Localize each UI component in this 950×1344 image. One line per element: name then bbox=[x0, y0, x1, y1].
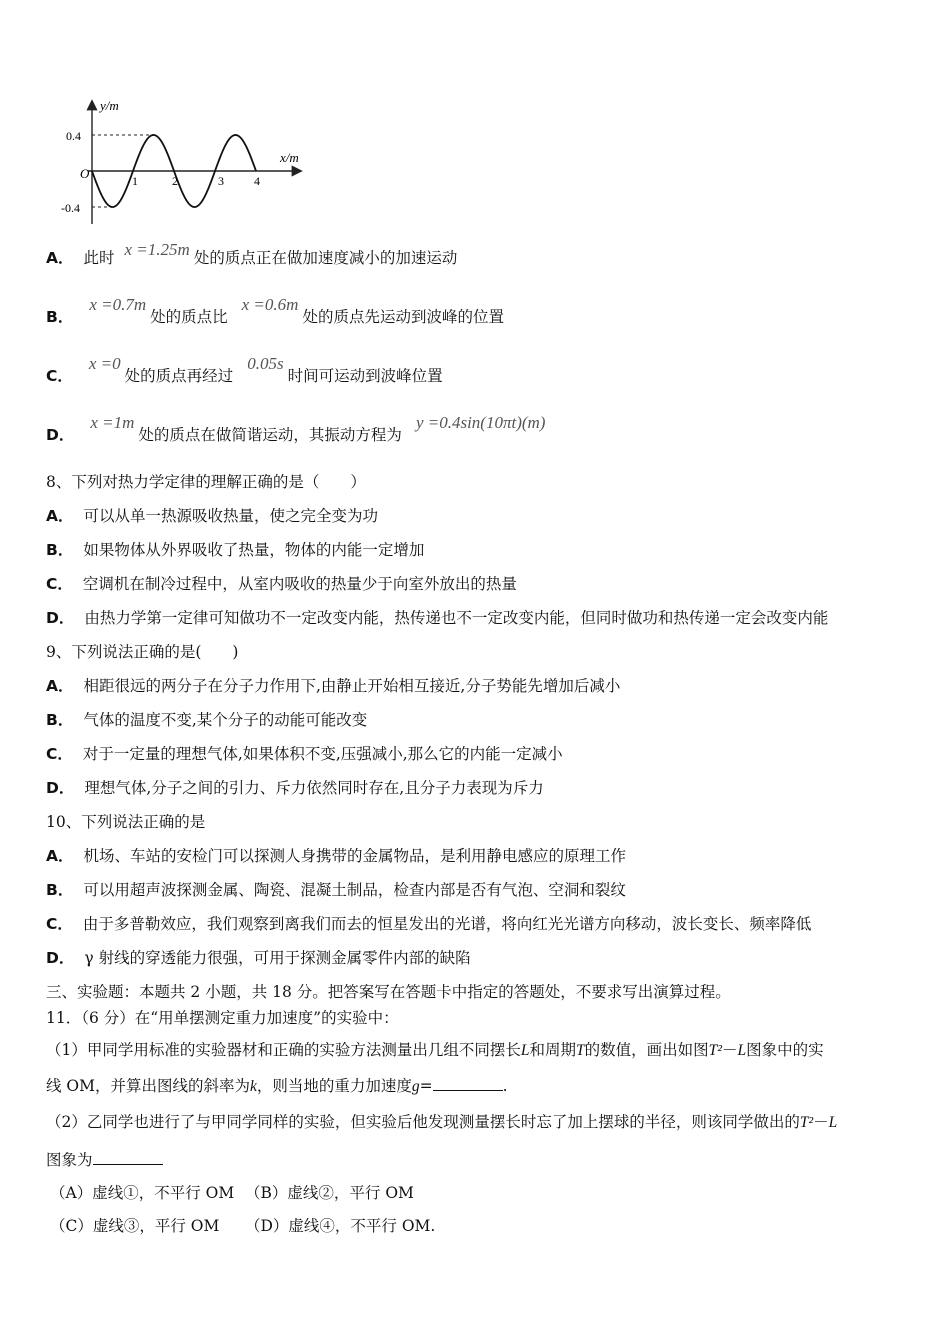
q10-option-d bbox=[46, 948, 471, 968]
q11-part1-line2 bbox=[46, 1076, 508, 1097]
text: 图象中的实 bbox=[746, 1041, 824, 1059]
variable: T² bbox=[708, 1042, 722, 1059]
x-tick-label: 3 bbox=[218, 174, 224, 188]
option-letter: D． bbox=[46, 609, 75, 627]
q11-stem: 11．（6 分）在“用单摆测定重力加速度”的实验中： bbox=[46, 1009, 399, 1027]
text: （1）甲同学用标准的实验器材和正确的实验方法测量出几组不同摆长 bbox=[46, 1041, 521, 1059]
q9-option-d bbox=[46, 778, 544, 798]
variable: L bbox=[828, 1114, 838, 1131]
y-tick-label: 0.4 bbox=[66, 129, 81, 143]
option-text: 处的质点正在做加速度减小的加速运动 bbox=[193, 249, 458, 267]
text: ，则当地的重力加速度 bbox=[256, 1077, 412, 1095]
x-tick-label: 4 bbox=[254, 174, 260, 188]
variable: g bbox=[411, 1078, 420, 1095]
formula: x =0.7m bbox=[89, 295, 147, 314]
formula: 0.05s bbox=[247, 354, 284, 373]
y-tick-label: -0.4 bbox=[61, 201, 80, 215]
q11-choice-a: （A）虚线①，不平行 OM bbox=[50, 1184, 235, 1202]
variable: T² bbox=[799, 1114, 814, 1131]
q9-option-b bbox=[46, 710, 367, 730]
option-text: γ 射线的穿透能力很强，可用于探测金属零件内部的缺陷 bbox=[84, 949, 471, 967]
formula: x =0.6m bbox=[241, 295, 299, 314]
q7-option-b bbox=[46, 295, 504, 327]
variable: L bbox=[737, 1042, 747, 1059]
option-text: 对于一定量的理想气体,如果体积不变,压强减小,那么它的内能一定减小 bbox=[82, 745, 563, 763]
option-text: 可以用超声波探测金属、陶瓷、混凝土制品，检查内部是否有气泡、空洞和裂纹 bbox=[83, 881, 626, 899]
option-text: 如果物体从外界吸收了热量，物体的内能一定增加 bbox=[83, 541, 425, 559]
variable: k bbox=[250, 1078, 257, 1095]
option-letter: C． bbox=[46, 745, 73, 763]
q10-option-a bbox=[46, 846, 626, 866]
option-text: 处的质点先运动到波峰的位置 bbox=[302, 308, 504, 326]
option-letter: B． bbox=[46, 711, 74, 729]
x-tick-label: 1 bbox=[132, 174, 138, 188]
option-letter: A． bbox=[46, 249, 74, 267]
option-text: 处的质点比 bbox=[150, 308, 228, 326]
text: 线 OM，并算出图线的斜率为 bbox=[46, 1077, 251, 1095]
q9-stem: 9、下列说法正确的是( ) bbox=[46, 643, 239, 661]
q10-stem: 10、下列说法正确的是 bbox=[46, 813, 206, 831]
option-letter: A． bbox=[46, 507, 74, 525]
formula: y =0.4sin(10πt)(m) bbox=[415, 413, 546, 432]
option-text: 由于多普勒效应，我们观察到离我们而去的恒星发出的光谱，将向红光光谱方向移动，波长变长、频率降低 bbox=[82, 915, 812, 933]
q7-option-a bbox=[46, 240, 458, 268]
option-letter: C． bbox=[46, 915, 73, 933]
option-text: 可以从单一热源吸收热量，使之完全变为功 bbox=[83, 507, 379, 525]
q10-option-b bbox=[46, 880, 626, 900]
text: 的数值，画出如图 bbox=[584, 1041, 709, 1059]
option-letter: C． bbox=[46, 367, 73, 385]
q10-option-c bbox=[46, 914, 811, 934]
answer-blank[interactable] bbox=[93, 1150, 163, 1165]
section-heading: 三、实验题：本题共 2 小题，共 18 分。把答案写在答题卡中指定的答题处，不要求写出演算过程。 bbox=[46, 983, 731, 1001]
text: . bbox=[502, 1077, 508, 1095]
option-text: 时间可运动到波峰位置 bbox=[287, 367, 443, 385]
formula: x =1m bbox=[90, 413, 135, 432]
option-text: 相距很远的两分子在分子力作用下,由静止开始相互接近,分子势能先增加后减小 bbox=[83, 677, 621, 695]
x-tick-label: 2 bbox=[172, 174, 178, 188]
option-letter: B． bbox=[46, 881, 74, 899]
q8-stem: 8、下列对热力学定律的理解正确的是（ ） bbox=[46, 473, 366, 491]
variable: L bbox=[520, 1042, 530, 1059]
text: 图象为 bbox=[46, 1151, 93, 1169]
q11-part2-line2 bbox=[46, 1150, 163, 1170]
option-text: 理想气体,分子之间的引力、斥力依然同时存在,且分子力表现为斥力 bbox=[84, 779, 544, 797]
option-text: 由热力学第一定律可知做功不一定改变内能，热传递也不一定改变内能，但同时做功和热传递一定会改变内能 bbox=[84, 609, 829, 627]
answer-blank[interactable] bbox=[433, 1076, 503, 1091]
variable: T bbox=[576, 1042, 585, 1059]
q8-option-b bbox=[46, 540, 424, 560]
q8-option-c bbox=[46, 574, 517, 594]
q11-choice-d: （D）虚线④，不平行 OM. bbox=[245, 1217, 436, 1235]
q11-part1-line1 bbox=[46, 1040, 824, 1061]
text: － bbox=[813, 1113, 829, 1131]
origin-label: O bbox=[80, 166, 90, 181]
q8-option-d bbox=[46, 608, 828, 628]
text: 和周期 bbox=[529, 1041, 577, 1059]
q11-part2-line1 bbox=[46, 1112, 837, 1133]
option-text: 处的质点在做简谐运动，其振动方程为 bbox=[138, 426, 402, 444]
option-text: 空调机在制冷过程中，从室内吸收的热量少于向室外放出的热量 bbox=[82, 575, 517, 593]
option-letter: A． bbox=[46, 677, 74, 695]
q11-choice-c: （C）虚线③，平行 OM bbox=[50, 1217, 220, 1235]
text: （2）乙同学也进行了与甲同学同样的实验，但实验后他发现测量摆长时忘了加上摆球的半径，则该同学做出的 bbox=[46, 1113, 800, 1131]
x-axis-label: x/m bbox=[280, 150, 299, 165]
option-text: 处的质点再经过 bbox=[124, 367, 234, 385]
text: = bbox=[419, 1077, 433, 1095]
q9-option-c bbox=[46, 744, 563, 764]
q7-option-c bbox=[46, 354, 443, 386]
option-text: 气体的温度不变,某个分子的动能可能改变 bbox=[83, 711, 368, 729]
q9-option-a bbox=[46, 676, 620, 696]
option-letter: D． bbox=[46, 779, 75, 797]
option-text: 此时 bbox=[83, 249, 115, 267]
formula: x =1.25m bbox=[124, 240, 190, 259]
text: － bbox=[721, 1041, 738, 1059]
option-letter: B． bbox=[46, 541, 74, 559]
option-letter: C． bbox=[46, 575, 73, 593]
q8-option-a bbox=[46, 506, 378, 526]
option-letter: D． bbox=[46, 949, 75, 967]
q7-option-d bbox=[46, 413, 549, 445]
q11-choice-b: （B）虚线②，平行 OM bbox=[245, 1184, 414, 1202]
option-letter: A． bbox=[46, 847, 74, 865]
y-axis-label: y/m bbox=[100, 98, 119, 113]
option-letter: B． bbox=[46, 308, 74, 326]
formula: x =0 bbox=[88, 354, 121, 373]
option-letter: D． bbox=[46, 426, 75, 444]
option-text: 机场、车站的安检门可以探测人身携带的金属物品，是利用静电感应的原理工作 bbox=[83, 847, 627, 865]
wave-graph bbox=[58, 96, 318, 226]
